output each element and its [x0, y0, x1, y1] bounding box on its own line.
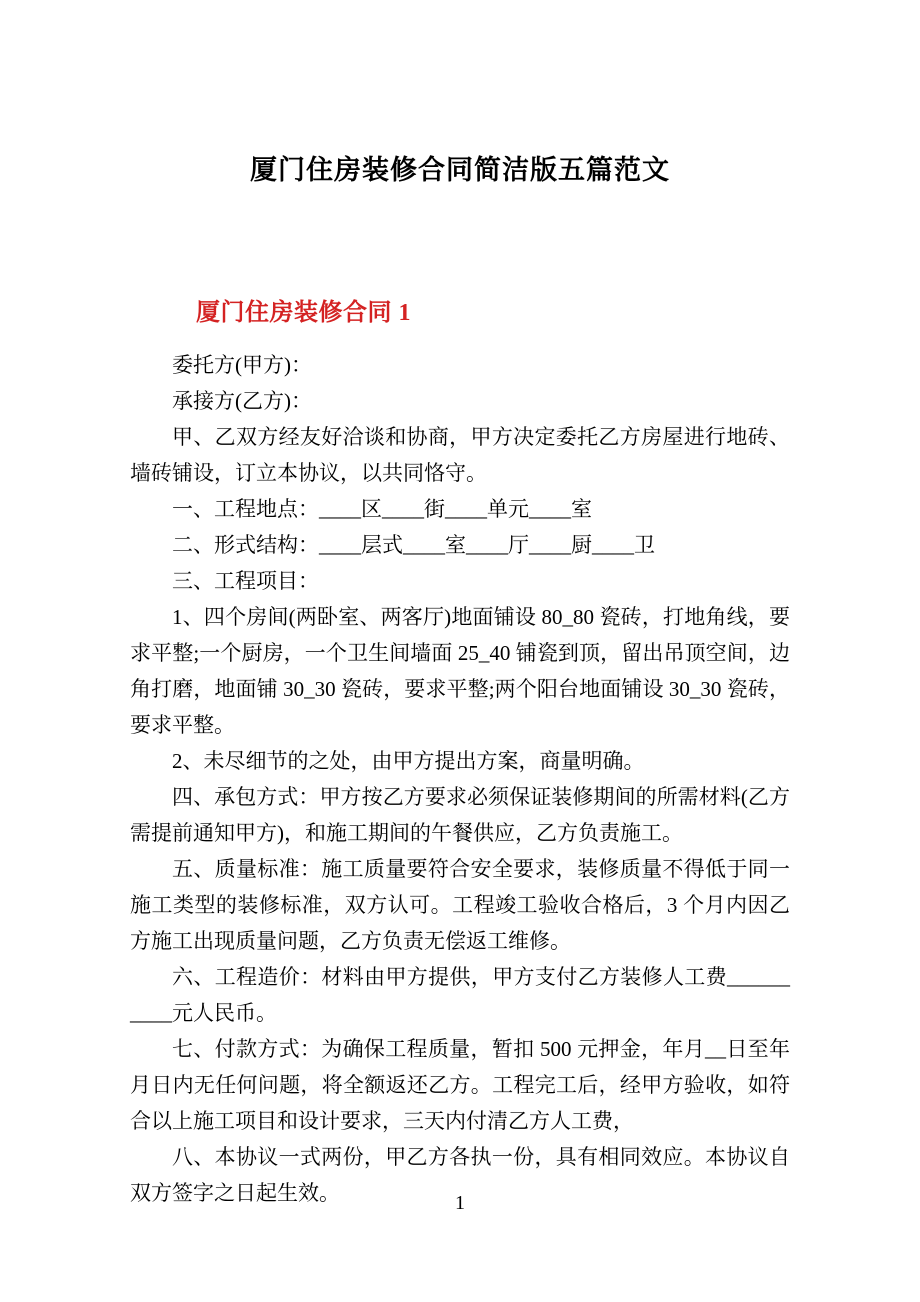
paragraph-clause-2-structure: 二、形式结构：____层式____室____厅____厨____卫 — [172, 533, 655, 557]
paragraph-clause-1-location: 一、工程地点：____区____街____单元____室 — [172, 497, 592, 521]
section-heading: 厦门住房装修合同 1 — [196, 300, 411, 326]
paragraph-clause-3-items: 三、工程项目： — [172, 569, 319, 593]
paragraph-clause-8-copies: 八、本协议一式两份，甲乙方各执一份，具有相同效应。本协议自双方签字之日起生效。 — [130, 1145, 790, 1205]
paragraph-clause-5-quality: 五、质量标准：施工质量要符合安全要求，装修质量不得低于同一施工类型的装修标准，双方认可。工程竣工验收合格后，3 个月内因乙方施工出现质量问题，乙方负责无偿返工维修。 — [130, 857, 790, 953]
paragraph-clause-3-item-2: 2、未尽细节的之处，由甲方提出方案，商量明确。 — [172, 749, 645, 773]
paragraph-party-b: 承接方(乙方)： — [172, 389, 312, 413]
paragraph-clause-3-item-1: 1、四个房间(两卧室、两客厅)地面铺设 80_80 瓷砖，打地角线，要求平整;一个厨房，一个卫生间墙面 25_40 铺瓷到顶，留出吊顶空间，边角打磨，地面铺 30_30 瓷砖，要求平整;两个阳台地面铺设 30_30 瓷砖，要求平整。 — [130, 605, 790, 737]
paragraph-preamble: 甲、乙双方经友好洽谈和协商，甲方决定委托乙方房屋进行地砖、墙砖铺设，订立本协议，以共同恪守。 — [130, 425, 790, 485]
contract-body — [130, 347, 790, 1211]
paragraph-party-a: 委托方(甲方)： — [172, 353, 312, 377]
document-title: 厦门住房装修合同简洁版五篇范文 — [250, 155, 670, 185]
page-number: 1 — [455, 1192, 465, 1214]
paragraph-clause-4-contracting: 四、承包方式：甲方按乙方要求必须保证装修期间的所需材料(乙方需提前通知甲方)，和施工期间的午餐供应，乙方负责施工。 — [130, 785, 790, 845]
paragraph-clause-7-payment: 七、付款方式：为确保工程质量，暂扣 500 元押金，年月__日至年月日内无任何问题，将全额返还乙方。工程完工后，经甲方验收，如符合以上施工项目和设计要求，三天内付清乙方人工费， — [130, 1037, 790, 1133]
paragraph-clause-6-cost: 六、工程造价：材料由甲方提供，甲方支付乙方装修人工费__________元人民币。 — [130, 965, 790, 1025]
